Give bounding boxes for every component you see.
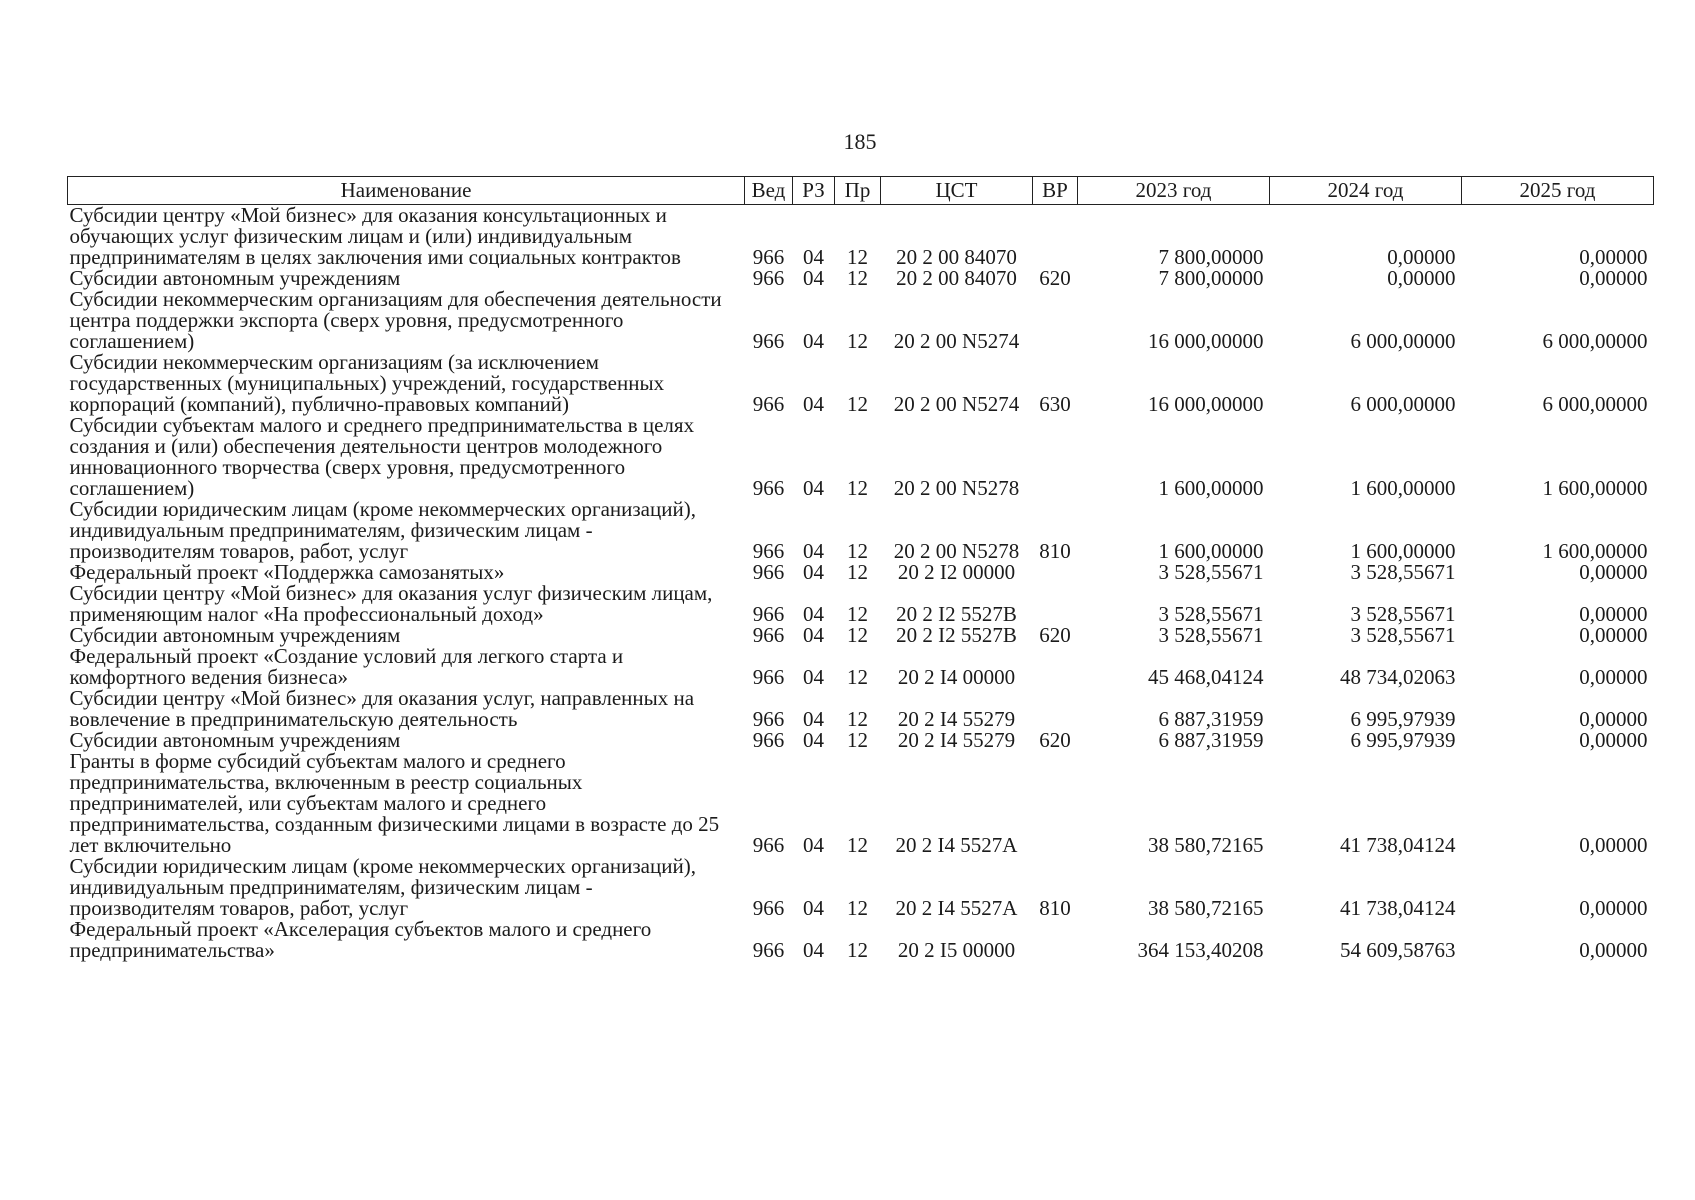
cell-vr: 630: [1039, 392, 1071, 416]
cell-2024: 6 000,00000: [1350, 392, 1456, 416]
header-ved: Вед: [745, 177, 793, 205]
cell-pr: 12: [847, 707, 868, 731]
cell-cst: 20 2 I4 5527A: [895, 896, 1018, 920]
cell-vr: [1033, 646, 1078, 688]
cell-name: Субсидии субъектам малого и среднего предпринимательства в целях создания и (или) обеспечения деятельности центров молодежного инновационного творчества (сверх уровня, предусмотренного соглашением): [69, 413, 695, 500]
cell-vr: [1033, 751, 1078, 856]
header-name: Наименование: [68, 177, 745, 205]
cell-cst: 20 2 00 N5274: [893, 392, 1020, 416]
cell-pr: 12: [847, 728, 868, 752]
cell-vr: [1033, 688, 1078, 730]
cell-cst: 20 2 00 84070: [896, 245, 1017, 269]
cell-2024: 54 609,58763: [1340, 938, 1456, 962]
table-row: [68, 352, 1654, 415]
table-body: [68, 205, 1654, 962]
cell-name: Субсидии некоммерческим организациям (за исключением государственных (муниципальных) учреждений, государственных корпораций (компаний), публично-правовых компаний): [69, 350, 665, 416]
cell-name: Субсидии автономным учреждениям: [69, 266, 401, 290]
cell-name: Субсидии некоммерческим организациям для обеспечения деятельности центра поддержки экспорта (сверх уровня, предусмотренного соглашением): [69, 287, 722, 353]
table-row: [68, 583, 1654, 625]
page-number: 185: [843, 129, 877, 154]
cell-2025: 0,00000: [1579, 728, 1648, 752]
cell-vr: [1033, 289, 1078, 352]
cell-rz: 04: [803, 602, 824, 626]
cell-rz: 04: [803, 728, 824, 752]
header-vr: ВР: [1033, 177, 1078, 205]
cell-2023: 7 800,00000: [1158, 266, 1264, 290]
cell-cst: 20 2 I5 00000: [897, 938, 1016, 962]
cell-2023: 1 600,00000: [1158, 476, 1264, 500]
cell-name: Субсидии центру «Мой бизнес» для оказания услуг, направленных на вовлечение в предпринимательскую деятельность: [69, 686, 695, 731]
cell-2023: 38 580,72165: [1148, 833, 1264, 857]
cell-ved: 966: [752, 665, 785, 689]
cell-cst: 20 2 00 N5278: [893, 476, 1020, 500]
cell-rz: 04: [803, 392, 824, 416]
cell-rz: 04: [803, 539, 824, 563]
cell-ved: 966: [752, 728, 785, 752]
cell-cst: 20 2 I2 5527B: [896, 623, 1017, 647]
cell-vr: 810: [1039, 896, 1071, 920]
header-rz: РЗ: [793, 177, 835, 205]
cell-2025: 0,00000: [1579, 560, 1648, 584]
cell-vr: 620: [1039, 266, 1071, 290]
cell-2023: 38 580,72165: [1148, 896, 1264, 920]
table-row: [68, 289, 1654, 352]
cell-2024: 1 600,00000: [1350, 539, 1456, 563]
cell-2023: 364 153,40208: [1137, 938, 1264, 962]
cell-cst: 20 2 I4 00000: [897, 665, 1016, 689]
cell-name: Федеральный проект «Акселерация субъектов малого и среднего предпринимательства»: [69, 917, 652, 962]
cell-pr: 12: [847, 623, 868, 647]
cell-cst: 20 2 00 N5278: [893, 539, 1020, 563]
table-row: [68, 499, 1654, 562]
table-row: [68, 625, 1654, 646]
cell-pr: 12: [847, 329, 868, 353]
cell-2025: 0,00000: [1579, 896, 1648, 920]
cell-2024: 48 734,02063: [1340, 665, 1456, 689]
cell-cst: 20 2 I2 5527B: [896, 602, 1017, 626]
cell-ved: 966: [752, 560, 785, 584]
cell-2024: 3 528,55671: [1350, 560, 1456, 584]
cell-vr: [1033, 205, 1078, 269]
cell-2025: 0,00000: [1579, 266, 1648, 290]
cell-2024: 6 000,00000: [1350, 329, 1456, 353]
cell-ved: 966: [752, 833, 785, 857]
cell-cst: 20 2 I4 55279: [897, 707, 1016, 731]
header-2025: 2025 год: [1462, 177, 1654, 205]
cell-ved: 966: [752, 392, 785, 416]
table-row: [68, 856, 1654, 919]
cell-name: Субсидии юридическим лицам (кроме некоммерческих организаций), индивидуальным предпринимателям, физическим лицам - производителям товаров, работ, услуг: [69, 854, 696, 920]
cell-ved: 966: [752, 707, 785, 731]
cell-pr: 12: [847, 476, 868, 500]
cell-rz: 04: [803, 623, 824, 647]
cell-vr: 810: [1039, 539, 1071, 563]
cell-ved: 966: [752, 623, 785, 647]
cell-ved: 966: [752, 476, 785, 500]
cell-vr: 620: [1039, 623, 1071, 647]
cell-2024: 41 738,04124: [1340, 896, 1456, 920]
cell-2025: 0,00000: [1579, 707, 1648, 731]
cell-cst: 20 2 I4 5527A: [895, 833, 1018, 857]
cell-vr: [1033, 919, 1078, 961]
cell-2025: 0,00000: [1579, 602, 1648, 626]
table-row: [68, 205, 1654, 269]
table-header-row: [68, 177, 1654, 205]
table-row: [68, 562, 1654, 583]
cell-rz: 04: [803, 266, 824, 290]
cell-pr: 12: [847, 665, 868, 689]
cell-pr: 12: [847, 266, 868, 290]
cell-pr: 12: [847, 560, 868, 584]
header-cst: ЦСТ: [881, 177, 1033, 205]
cell-name: Гранты в форме субсидий субъектам малого и среднего предпринимательства, включенным в реестр социальных предпринимателей, или субъектам малого и среднего предпринимательства, созданным физическими лицами в возрасте до 25 лет включительно: [69, 749, 720, 857]
cell-cst: 20 2 00 84070: [896, 266, 1017, 290]
cell-rz: 04: [803, 665, 824, 689]
header-2023: 2023 год: [1078, 177, 1270, 205]
cell-pr: 12: [847, 539, 868, 563]
cell-ved: 966: [752, 539, 785, 563]
cell-2025: 6 000,00000: [1542, 392, 1648, 416]
cell-ved: 966: [752, 938, 785, 962]
cell-rz: 04: [803, 896, 824, 920]
cell-2025: 0,00000: [1579, 665, 1648, 689]
cell-2023: 16 000,00000: [1148, 392, 1264, 416]
cell-2024: 6 995,97939: [1350, 728, 1456, 752]
cell-ved: 966: [752, 329, 785, 353]
cell-rz: 04: [803, 329, 824, 353]
cell-cst: 20 2 00 N5274: [893, 329, 1020, 353]
cell-2023: 3 528,55671: [1158, 560, 1264, 584]
table-row: [68, 751, 1654, 856]
cell-vr: 620: [1039, 728, 1071, 752]
cell-name: Субсидии центру «Мой бизнес» для оказания консультационных и обучающих услуг физическим лицам и (или) индивидуальным предпринимателям в целях заключения ими социальных контрактов: [69, 203, 681, 269]
cell-pr: 12: [847, 833, 868, 857]
cell-vr: [1033, 583, 1078, 625]
cell-2023: 3 528,55671: [1158, 602, 1264, 626]
cell-2023: 45 468,04124: [1148, 665, 1264, 689]
cell-ved: 966: [752, 266, 785, 290]
cell-rz: 04: [803, 938, 824, 962]
cell-2023: 1 600,00000: [1158, 539, 1264, 563]
cell-vr: [1033, 415, 1078, 499]
cell-cst: 20 2 I4 55279: [897, 728, 1016, 752]
cell-2024: 0,00000: [1387, 266, 1456, 290]
cell-2023: 16 000,00000: [1148, 329, 1264, 353]
header-pr: Пр: [835, 177, 881, 205]
cell-2024: 3 528,55671: [1350, 623, 1456, 647]
cell-rz: 04: [803, 476, 824, 500]
cell-2024: 6 995,97939: [1350, 707, 1456, 731]
cell-name: Субсидии центру «Мой бизнес» для оказания услуг физическим лицам, применяющим налог «На профессиональный доход»: [69, 581, 713, 626]
cell-2025: 6 000,00000: [1542, 329, 1648, 353]
budget-table: [67, 176, 1654, 961]
table-row: [68, 646, 1654, 688]
cell-pr: 12: [847, 392, 868, 416]
cell-2025: 0,00000: [1579, 938, 1648, 962]
cell-2024: 41 738,04124: [1340, 833, 1456, 857]
cell-2023: 7 800,00000: [1158, 245, 1264, 269]
cell-pr: 12: [847, 896, 868, 920]
cell-2024: 0,00000: [1387, 245, 1456, 269]
cell-name: Субсидии автономным учреждениям: [69, 728, 401, 752]
cell-ved: 966: [752, 245, 785, 269]
table-row: [68, 688, 1654, 730]
cell-2024: 3 528,55671: [1350, 602, 1456, 626]
table-row: [68, 730, 1654, 751]
cell-pr: 12: [847, 602, 868, 626]
cell-rz: 04: [803, 833, 824, 857]
table-row: [68, 919, 1654, 961]
cell-rz: 04: [803, 560, 824, 584]
table-row: [68, 415, 1654, 499]
cell-ved: 966: [752, 602, 785, 626]
cell-vr: [1033, 562, 1078, 583]
cell-2023: 6 887,31959: [1158, 728, 1264, 752]
cell-name: Федеральный проект «Создание условий для легкого старта и комфортного ведения бизнеса»: [69, 644, 624, 689]
cell-2023: 3 528,55671: [1158, 623, 1264, 647]
cell-rz: 04: [803, 707, 824, 731]
cell-name: Федеральный проект «Поддержка самозанятых»: [69, 560, 505, 584]
cell-2025: 1 600,00000: [1542, 539, 1648, 563]
cell-2025: 0,00000: [1579, 833, 1648, 857]
cell-rz: 04: [803, 245, 824, 269]
cell-name: Субсидии автономным учреждениям: [69, 623, 401, 647]
cell-2024: 1 600,00000: [1350, 476, 1456, 500]
cell-pr: 12: [847, 245, 868, 269]
cell-2025: 0,00000: [1579, 623, 1648, 647]
cell-cst: 20 2 I2 00000: [897, 560, 1016, 584]
cell-2023: 6 887,31959: [1158, 707, 1264, 731]
table-row: [68, 268, 1654, 289]
cell-ved: 966: [752, 896, 785, 920]
cell-name: Субсидии юридическим лицам (кроме некоммерческих организаций), индивидуальным предпринимателям, физическим лицам - производителям товаров, работ, услуг: [69, 497, 696, 563]
cell-2025: 0,00000: [1579, 245, 1648, 269]
header-2024: 2024 год: [1270, 177, 1462, 205]
cell-2025: 1 600,00000: [1542, 476, 1648, 500]
cell-pr: 12: [847, 938, 868, 962]
